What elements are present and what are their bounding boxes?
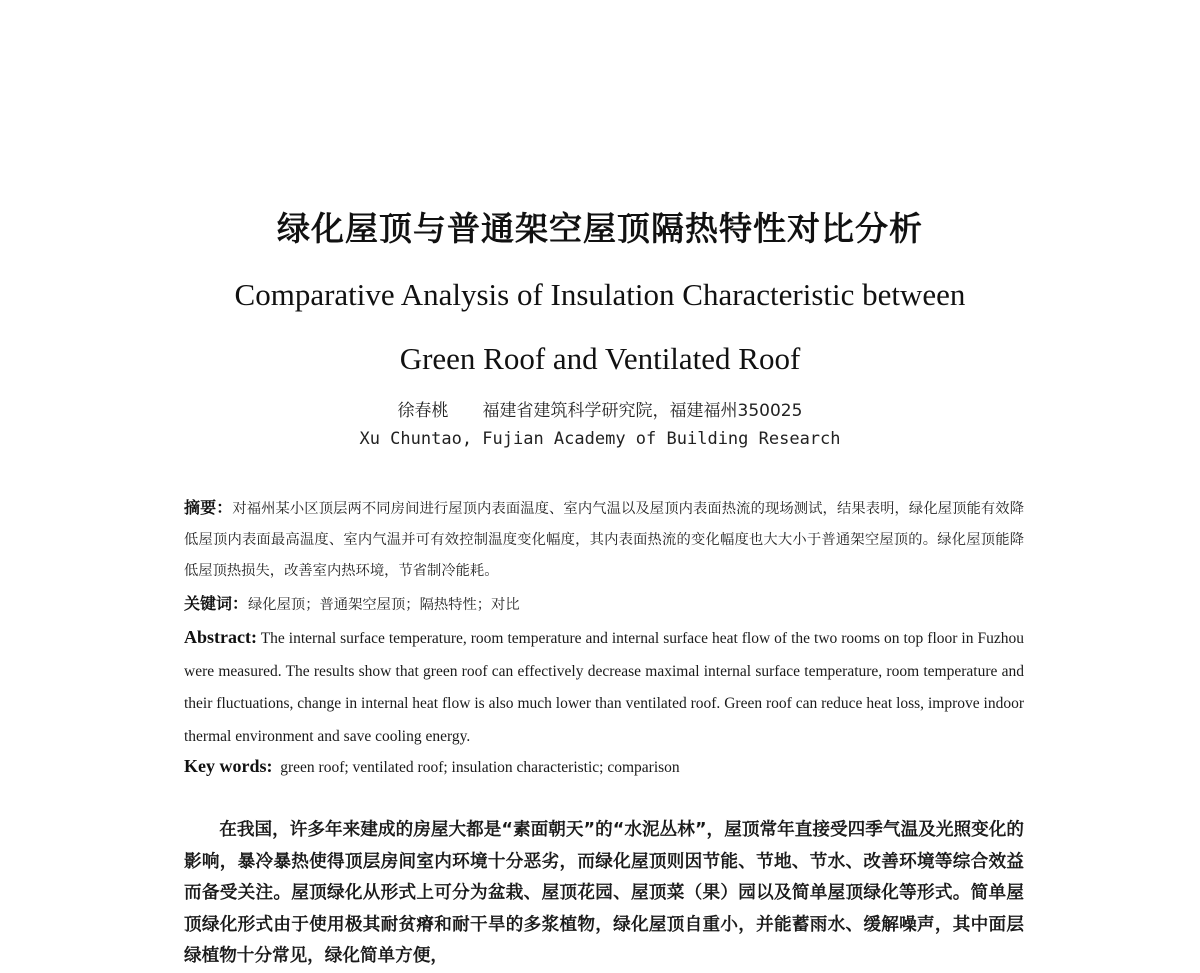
abstract-en [184, 621, 1024, 753]
author-affiliation-cn [0, 396, 1200, 421]
keywords-cn [184, 590, 1024, 619]
abstract-en-text: The internal surface temperature, room temperature and internal surface heat flow of the two rooms on top floor in Fuzhou were measured. The results show that green roof can effectively decrease maximal internal surface temperature, room temperature and their fluctuations, change in internal heat flow is also much lower than ventilated roof. Green roof can reduce heat loss, improve indoor thermal environment and save cooling energy. [184, 630, 1024, 745]
abstract-en-label: Abstract: [184, 627, 257, 647]
keywords-cn-text: 绿化屋顶；普通架空屋顶；隔热特性；对比 [248, 597, 520, 613]
keywords-en-label: Key words: [184, 756, 273, 776]
body-paragraph-text: 在我国，许多年来建成的房屋大都是“素面朝天”的“水泥丛林”，屋顶常年直接受四季气温及光照变化的影响，暴冷暴热使得顶层房间室内环境十分恶劣，而绿化屋顶则因节能、节地、节水、改善环境等综合效益而备受关注。屋顶绿化从形式上可分为盆栽、屋顶花园、屋顶菜（果）园以及简单屋顶绿化等形式。简单屋顶绿化形式由于使用极其耐贫瘠和耐干旱的多浆植物，绿化屋顶自重小，并能蓄雨水、缓解噪声，其中面层绿植物十分常见，绿化简单方便， [184, 820, 1024, 966]
paper-title-cn: 绿化屋顶与普通架空屋顶隔热特性对比分析 [277, 209, 923, 248]
author-affiliation-en: Xu Chuntao, Fujian Academy of Building Research [359, 429, 841, 449]
keywords-en-text: green roof; ventilated roof; insulation characteristic; comparison [280, 759, 680, 776]
paper-title-en-line1: Comparative Analysis of Insulation Characteristic between [234, 277, 966, 312]
keywords-en [184, 752, 1024, 782]
affiliation-cn: 福建省建筑科学研究院，福建福州350025 [482, 401, 803, 421]
author-name-cn: 徐春桃 [397, 401, 449, 421]
keywords-cn-label: 关键词： [184, 594, 249, 613]
abstract-cn-text: 对福州某小区顶层两不同房间进行屋顶内表面温度、室内气温以及屋顶内表面热流的现场测试，结果表明，绿化屋顶能有效降低屋顶内表面最高温度、室内气温并可有效控制温度变化幅度，其内表面热流的变化幅度也大大小于普通架空屋顶的。绿化屋顶能降低屋顶热损失，改善室内热环境，节省制冷能耗。 [184, 501, 1024, 579]
abstract-cn-label: 摘要： [184, 498, 233, 517]
body-paragraph [184, 815, 1024, 973]
abstract-cn [184, 492, 1024, 587]
paper-title-en-line2: Green Roof and Ventilated Roof [399, 341, 801, 376]
